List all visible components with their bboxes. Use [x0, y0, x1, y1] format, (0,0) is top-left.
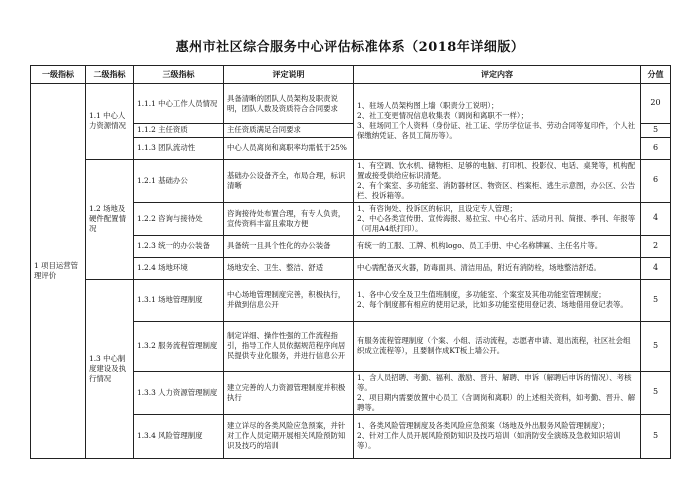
content-cell: 1、含人员招聘、考勤、福利、激励、晋升、解聘、申诉（解聘后申诉的情况）、考核等。 2、项目期内需要放置中心员工（含调岗和离职）的上述相关资料，如考勤、晋升、解聘等。	[354, 371, 641, 414]
level3-cell: 1.3.1 场地管理制度	[134, 279, 224, 321]
level3-cell: 1.2.1 基础办公	[134, 159, 224, 202]
document-title: 惠州市社区综合服务中心评估标准体系（2018年详细版）	[175, 40, 525, 55]
level3-cell: 1.1.1 中心工作人员情况	[134, 84, 224, 124]
level3-cell: 1.2.2 咨询与接待处	[134, 202, 224, 235]
level2-cell: 1.1 中心人力资源情况	[86, 84, 134, 160]
desc-cell: 场地安全、卫生、整洁、舒适	[224, 257, 354, 279]
table-row	[31, 159, 671, 202]
score-cell: 5	[641, 371, 671, 414]
desc-cell: 咨询接待处布置合理，有专人负责，宣传资料丰富且索取方便	[224, 202, 354, 235]
content-cell: 1、各中心安全及卫生值班制度，多功能室、个案室及其他功能室管理制度； 2、每个制度都有相应的使用记录，比如多功能室使用登记表、场地借用登记表等。	[354, 279, 641, 321]
desc-cell: 制定详细、操作性强的工作流程指引，指导工作人员依据规范程序向居民提供专业化服务，并进行信息公开	[224, 321, 354, 371]
table-row	[31, 279, 671, 321]
desc-cell: 建立详尽的各类风险应急预案，并针对工作人员定期开展相关风险预防知识及技巧的培训	[224, 414, 354, 458]
content-cell: 有统一的工服、工牌、机构logo、员工手册、中心名称牌匾、主任名片等。	[354, 235, 641, 257]
level3-cell: 1.3.3 人力资源管理制度	[134, 371, 224, 414]
desc-cell: 中心人员离岗和离职率均需低于25%	[224, 137, 354, 159]
level2-cell: 1.3 中心制度建设及执行情况	[86, 279, 134, 458]
content-cell: 1、有空调、饮水机、储物柜、足够的电脑、打印机、投影仪、电话、桌凳等，机构配置或接受供给应标识清楚。 2、有个案室、多功能室、消防器材区、物资区、档案柜、逃生示意图，办公区、公告栏、投诉箱等。	[354, 159, 641, 202]
level2-cell: 1.2 场地及硬件配置情况	[86, 159, 134, 279]
desc-cell: 具备清晰的团队人员架构及职责说明，团队人数及资质符合合同要求	[224, 84, 354, 124]
score-cell: 6	[641, 159, 671, 202]
score-cell: 5	[641, 321, 671, 371]
desc-cell: 主任资质满足合同要求	[224, 124, 354, 138]
header-level1: 一级指标	[31, 66, 86, 84]
header-level2: 二级指标	[86, 66, 134, 84]
level3-cell: 1.3.2 服务流程管理制度	[134, 321, 224, 371]
evaluation-table	[30, 65, 671, 459]
score-cell: 4	[641, 202, 671, 235]
content-cell: 中心需配备灭火器，防毒面具、清洁用品，附近有消防栓，场地整洁舒适。	[354, 257, 641, 279]
level1-cell: 1 项目运营管理评价	[31, 84, 86, 459]
score-cell: 5	[641, 279, 671, 321]
table-header-row	[31, 66, 671, 84]
header-content: 评定内容	[354, 66, 641, 84]
score-cell: 5	[641, 124, 671, 138]
desc-cell: 具备统一且具个性化的办公装备	[224, 235, 354, 257]
header-level3: 三级指标	[134, 66, 224, 84]
level3-cell: 1.3.4 风险管理制度	[134, 414, 224, 458]
desc-cell: 建立完善的人力资源管理制度并积极执行	[224, 371, 354, 414]
content-cell: 1、各类风险管理制度及各类风险应急预案（场地及外出服务风险管理制度）； 2、针对工作人员开展风险预防知识及技巧培训（如消防安全演练及急救知识培训等）。	[354, 414, 641, 458]
content-cell: 1、驻场人员架构图上墙（职责分工说明）； 2、社工变更情况信息收集表（调岗和离职不一样）； 3、驻场同工个人资料（身份证、社工证、学历学位证书、劳动合同等复印件，个人社保缴纳凭证、各员工简历等）。	[354, 84, 641, 160]
score-cell: 20	[641, 84, 671, 124]
level3-cell: 1.1.3 团队流动性	[134, 137, 224, 159]
score-cell: 4	[641, 257, 671, 279]
score-cell: 2	[641, 235, 671, 257]
score-cell: 6	[641, 137, 671, 159]
table-row	[31, 84, 671, 124]
level3-cell: 1.2.4 场地环境	[134, 257, 224, 279]
score-cell: 5	[641, 414, 671, 458]
content-cell: 1、有咨询处、投诉区的标识，且设定专人管理； 2、中心各类宣传册、宣传海报、易拉宝、中心名片、活动月刊、简报、季刊、年报等（可用A4纸打印）。	[354, 202, 641, 235]
level3-cell: 1.1.2 主任资质	[134, 124, 224, 138]
content-cell: 有服务流程管理制度（个案、小组、活动流程，志愿者申请、退出流程，社区社会组织成立流程等），且要制作成KT板上墙公开。	[354, 321, 641, 371]
header-score: 分值	[641, 66, 671, 84]
desc-cell: 中心场地管理制度完善，积极执行，并做到信息公开	[224, 279, 354, 321]
header-desc: 评定说明	[224, 66, 354, 84]
desc-cell: 基础办公设备齐全，布局合理，标识清晰	[224, 159, 354, 202]
level3-cell: 1.2.3 统一的办公装备	[134, 235, 224, 257]
